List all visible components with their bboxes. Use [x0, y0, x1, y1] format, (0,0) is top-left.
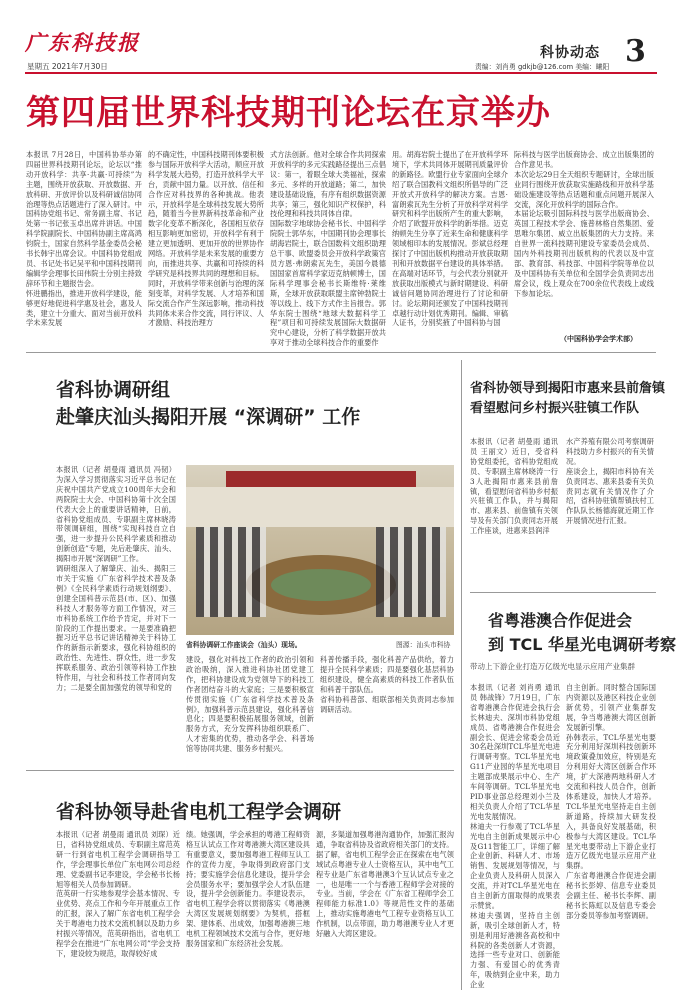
masthead-rule [25, 72, 657, 74]
photo-caption: 省科协调研工作座谈会（汕头）现场。 [186, 641, 302, 649]
divider-art4 [26, 770, 454, 771]
art1-col-3: 科普传播手段，强化科普产品供给，着力提升全民科学素质；四是要强化基层科协组织建设，健全高素质的科技工作者队伍和科普干部队伍。 省科协科普部、组联部相关负责同志参加调研活动。 [320, 655, 454, 714]
art1-col-2: 建设，强化对科技工作者的政治引领和政治吸纳，深入推进科协社团党建工作，把科协建设成为党领导下的科技工作者团结奋斗的大家庭；三是要积极宣传贯彻实施《广东省科学技术普及条例》，加强科普示范县建设，强化科普信息化；四是要积极拓展服务领域，创新服务方式，充分发挥科协组织联系广、人才密集的优势，推动各学会、科普场馆等协同共建、服务乡村振兴。 [186, 655, 314, 754]
art2-col-1: 本报讯（记者 胡曼雨 通讯员 王丽文）近日，受省科协党组委托，省科协党组成员、专职副主席林晓涛一行3人赴揭阳市惠来县前詹镇，看望慰问省科协乡村振兴驻镇工作队，并与揭阳市、惠来县、前詹镇有关领导及有关部门负责同志开展工作座谈，进惠来县润洋 [470, 437, 558, 536]
newspaper-logo: 广东科技报 [25, 30, 140, 55]
page-number: 3 [625, 34, 646, 69]
divider-vertical [461, 360, 462, 990]
art3-subtitle: 带动上下游企业打造万亿级光电显示应用产业集群 [470, 662, 635, 671]
divider-art2 [470, 592, 656, 593]
art4-col-1: 本报讯（记者 胡曼雨 通讯员 刘琛）近日，省科协党组成员、专职副主席范英研一行到省电机工程学会调研指导工作，学会理事长单位广东电网公司总经理、党委副书记李建设，学会秘书长杨旭等相关人员参加调研。 范英研一行实地参观学会基本情况、专业优势、亮点工作和今年开展重点工作的汇报，深入了解广东省电机工程学会关于粤港电力技术交流机制以及助力乡村振兴等情况，范英研指出，省电机工程学会在推进“广东电网公司”学会支持下，建设较为规范，取得较好成 [56, 830, 180, 958]
lead-col-5: 际科技与医学出版商协会、成立出版集团的合作意见书。 本次论坛29日全天组织专题研讨，全球出版业同行围绕开放获取实施路线和开放科学基础设施建设等热点话题和重点问题开展深入交流，深化开放科学的国际合作。 本届论坛吸引国际科技与医学出版商协会、英国工程技术学会、施普林格自然集团、爱思唯尔集团、威立出版集团的大力支持。来自世界一流科技期刊建设专家委员会成员、国内外科技期刊出版机构的代表以及中宣部、教育部、科技部、中国科学院等单位以及中国科协有关单位和全国学会负责同志出席会议，线上观众在700余位代表线上或线下参加论坛。 [514, 150, 654, 298]
art1-headline-1: 省科协调研组 [56, 379, 171, 401]
people-left [196, 527, 266, 617]
lead-col-2: 的不确定性，中国科技期刊体要积极参与国际开放科学大活动，顺应开放科学发展大趋势，打造开放科学大平台，贡献中国力量。以开放、信任和合作应对科技界的各种挑战。他表示，开放科学是全球科技发展大势所趋，随着当今世界新科技革命和产业数字化变革不断深化，各国相互依存相互影响更加密切，开放科学有利于建立更加透明、更加开放的世界协作网络。开放科学是未来发展的重要方向，而推进共享、共赢和可持续的科学研究是科技界共同的理想和目标。同时，开放科学带来创新与治理的深刻变革，对科学发展、人才培养和国际交流合作产生深远影响，推动科技共同体未来合作交流，同行评议、人才激励、科技治理方 [148, 150, 264, 328]
meeting-photo [186, 465, 454, 635]
art4-col-2: 绩。她强调，学会承担的粤港工程师资格互认试点工作对粤港澳大湾区建设具有重要意义，要加强粤港工程师互认工作的宣传力度，争取得到政府部门支持；要实施学会信息化建设，提升学会会员服务水平；要加强学会人才队伍建设，提升学会创新能力。李建设表示，省电机工程学会将以贯彻落实《粤港澳大湾区发展规划纲要》为契机，搭框架、建体系、出成效，加强粤港澳三地电机工程领域技术交流与合作，更好地服务国家和广东经济社会发展。 [186, 830, 310, 948]
lead-headline: 第四届世界科技期刊论坛在京举办 [26, 93, 551, 133]
lead-col-1: 本报讯 7月28日，中国科协举办第四届世界科技期刊论坛，论坛以“推动开放科学：共享·共赢·可持续”为主题，围绕开放获取、开放数据、开放科研、开放评价以及科研诚信协同治理等热点话题进行了深入研讨。中国科协党组书记、常务副主席、书记处第一书记张玉卓出席并讲话。中国科学院副院长、中国科协副主席高鸿钧院士，国家自然科学基金委员会秘书长韩宇出席会议。中国科协党组成员、书记处书记吴平和中国科技期刊编辑学会理事长田伟院士分别主持致辞环节和主题报告会。 怀进鹏指出，推进开放科学建设，能够更好地促进科学惠及社会，惠及人类，建立十分重大、面对当前开放科学未来发展 [26, 150, 142, 328]
lead-credit: （中国科协学会学术部） [560, 334, 637, 343]
art1-headline-2: 赴肇庆汕头揭阳开展 “深调研” 工作 [56, 406, 361, 428]
art2-headline-1: 省科协领导到揭阳市惠来县前詹镇 [470, 381, 666, 396]
art1-col-1: 本报讯（记者 胡曼雨 通讯员 冯韧）为深入学习贯彻落实习近平总书记在庆祝中国共产党成立100周年大会和两院院士大会、中国科协第十次全国代表大会上的重要讲话精神，日前，省科协党组成员、专职副主席林晓涛带领调研组，围绕“实现科技自立自强，进一步提升公民科学素质和推动创新创造”专题，先后赴肇庆、汕头、揭阳市开展“深调研”工作。 调研组深入了解肇庆、汕头、揭阳三市关于实施《广东省科学技术普及条例》《全民科学素质行动规划纲要》、创建全国科普示范县(市、区)、加强科技人才服务等方面工作情况，对三市科协系统工作给予肯定，并对下一阶段的工作提出要求。一是要准确把握习近平总书记讲话精神关于科协工作的新指示新要求，强化科协组织的政治性、先进性、群众性，进一步发挥联系服务、政治引领等科协工作独特作用，与社会和科技工作者同向发力；二是要全面加强党的领导和党的 [56, 465, 176, 692]
section-name: 科协动态 [540, 45, 600, 61]
art4-headline: 省科协领导赴省电机工程学会调研 [56, 801, 342, 823]
art4-col-3: 源，多渠道加强粤港沟通协作，加强汇报沟通，争取省科协及省政府相关部门的支持。 据了解，省电机工程学会正在探索在电气领域试点粤港专业人士资格互认，其中电气工程专业是广东省粤港澳3个互认试点专业之一，也是唯一一个与香港工程师学会对接的专业。当前，学会在《广东省工程师学会工程师能力标准1.0》等规范性文件的基础上，推动实施粤港电气工程专业资格互认工作机制，以点带面，助力粤港澳专业人才更好融入大湾区建设。 [316, 830, 454, 939]
art3-headline-1: 省粤港澳合作促进会 [488, 611, 633, 630]
photo-banner [226, 471, 416, 487]
table-inner [271, 569, 371, 601]
lead-col-3: 式方法创新。他对全球合作共同探索开放科学的多元实践路径提出三点倡议：第一，着眼全球大类福祉，探索多元、多样的开放道路；第二，加快建设基础设施，有序有组织数据资源共享；第三，强化知识产权保护，科技伦理和科技共同体自律。 国际数字地球协会秘书长、中国科学院院士郭华东，中国期刊协会理事长胡海岩院士，联合国数科文组织助理总干事、欧盟委员会开放科学政策官员方恩·弗朗索瓦先生，美国今晨德国国家首席科学家迈克纳顿博士，国际科学理事会秘书长斯维特·莱维斯，全球开放获取联盟主席钟勃院士等以线上、线下方式作主旨报告。郭华东院士围绕“地球大数据科学工程”项目和可持续发展国际大数据研究中心建设，分析了科学数据开放共享对于推动全球科技合作的重要作 [270, 150, 386, 348]
art3-col-1: 本报讯（记者 刘肖勇 通讯员 韩战锋）7月19日，广东省粤港澳合作促进会执行会长林迪夫、深圳市科协党组成员、省粤港澳合作促进会副会长、促进会常委会员近30名赴深圳TCL华星光电进行调研考察。TCL华星光电G11产业园的华星光电项目主题部成果展示中心、生产车间等调研。TCL华星光电PID事业部总经理刘小兰及相关负责人介绍了TCL华星光电发展情况。 林迪夫一行参观了TCL华星光电自主创新成果展示中心及G11智能工厂，详细了解企业创新、科研人才、市场销售、发展规划等情况，与企业负责人及科研人员深入交流，并对TCL华星光电在自主创新方面取得的成果表示赞赏。 林迪夫强调，坚持自主创新，吸引全球创新人才，特别是利用好港澳各高校和中科院的各类创新人才资源，选择一些专业对口、创新能力强、有爱国心的优秀青年，吸纳到企业中来，助力企业 [470, 683, 560, 990]
issue-date: 星期五 2021年7月30日 [27, 62, 108, 71]
photo-credit: 图源：汕头市科协 [396, 641, 451, 649]
photo-wall [186, 487, 454, 527]
art2-headline-2: 看望慰问乡村振兴驻镇工作队 [470, 401, 640, 416]
editor-line: 责编：刘肖勇 gdkjb@126.com 美编：曦阳 [475, 63, 610, 71]
art3-headline-2: 到 TCL 华星光电调研考察 [488, 635, 676, 654]
art2-col-2: 水产养殖有限公司考察调研科技助力乡村振兴的有关情况。 座谈会上，揭阳市科协有关负责同志、惠来县委有关负责同志就有关情况作了介绍，省科协驻镇帮镇扶村工作队队长杨德海就近期工作开展情况进行汇报。 [566, 437, 654, 526]
lead-col-4: 用。胡海岩院士提出了在开放科学环境下，学术共同体开展期刊质量评价的新路径。欧盟行业专家面向全球介绍了联合国教科文组织所倡导的广泛开放式开放科学的解决方案。吉恩·富朗索瓦先生分析了开放科学对科学研究和科学出版所产生的重大影响，介绍了欧盟开放科学的新举措。迈克纳顿先生分享了近来生命和健康科学领域相印本的发展情况。彭斌总经理探讨了中国出版机构推动开放获取期刊和开放数据平台建设的具体举措。 在高端对话环节，与会代表分别就开放获取出版模式与新时期建设、科研诚信问题协同治理进行了讨论和研讨。论坛期间还颁发了中国科技期刊卓越行动计划优秀期刊。编辑、审稿人证书，分别奖掖了中国科协与国 [392, 150, 508, 328]
masthead [0, 0, 681, 80]
people-right [376, 527, 446, 617]
divider-lead [26, 352, 656, 353]
art3-col-2: 自主创新。同时整合国际国内资源以及港区科技企业创新优势，引领产业集群发展，争当粤港澳大湾区创新发展新引擎。 孙韩表示，TCL华星光电要充分利用好深圳科技创新环境政策叠加效应，特别是充分利用好大湾区创新合作环境，扩大深港两地科研人才交流和科技人员合作，创新体系建设，加快人才培养。TCL华星光电坚持走自主创新道路，持续加大研发投入，具备良好发展基础，积极参与大湾区建设。TCL华星光电要带动上下游企业打造万亿级光电显示应用产业集群。 广东省粤港澳合作促进会副秘书长彭婷、信息专业委员会副主任、秘书长李辉、副秘书长陈虹以及信息专委会部分委员等参加考察调研。 [566, 683, 656, 920]
